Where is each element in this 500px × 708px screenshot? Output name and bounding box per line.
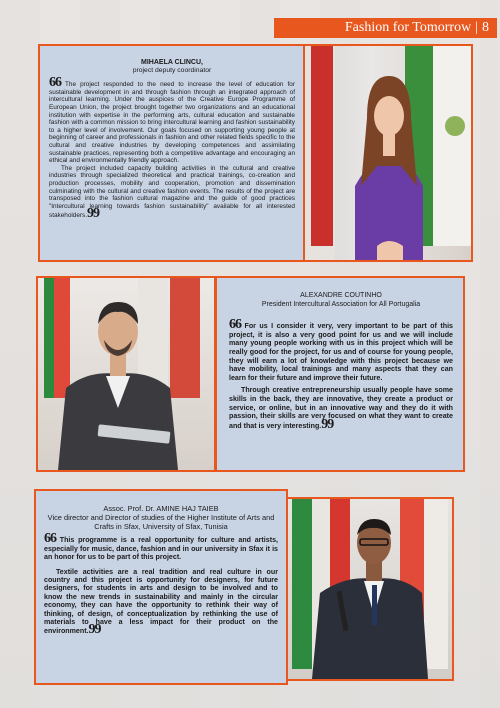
photo-taieb <box>286 497 454 681</box>
close-quote-icon: 99 <box>88 622 101 638</box>
speaker-name: MIHAELA CLINCU, <box>141 59 203 66</box>
page-number: 8 <box>482 20 489 35</box>
header-separator: | <box>475 20 478 35</box>
close-quote-icon: 99 <box>321 416 334 432</box>
page-header <box>274 18 497 38</box>
quote-paragraph: 66 This programme is a real opportunity for culture and artists, especially for music, dance, fashion and in our university in Sfax it is an honor for us to be part of this project. <box>44 531 278 562</box>
magazine-title: Fashion for Tomorrow <box>344 20 472 35</box>
speaker-role: Vice director and Director of studies of the Higher Institute of Arts and Crafts in Sfax, University of Sfax, Tunisia <box>47 513 275 532</box>
quote-paragraph: 66 The project responded to the need to increase the level of education for sustainable development in and through fashion through an integrated approach of intercultural learning. Under the auspices of the Creative Europe Programme of European Union, the project brought together two organizations and an educational institution with expertise in the performing arts, cultural education and sustainable fashion with a common mission to bring intercultural learning and fashion sustainability to a higher level of involvement. Our goals focused on supporting young people at beginning of career and professionals in fashion and other related fields specific to the cultural and creative industries by developing competences and assimilating sustainable practices, representing both a competitive advantage and encouraging an ethical and environmentally friendly approach. <box>49 75 295 165</box>
interview-box-taieb <box>34 489 288 685</box>
quote-paragraph: The project included capacity building activities in the cultural and creative industries through specialized theoretical and practical trainings, co-creation and production processes, mobility and cooperation, promotion and dissemination culminating with the cultural and creative fashion events. The results of the project are transposed into the fashion cultural magazine and the guide of good practices "Intercultural learning towards fashion sustainability" available for all interested stakeholders.99 <box>49 164 295 222</box>
photo-coutinho <box>36 276 216 472</box>
quote-paragraph: Through creative entrepreneurship usually people have some skills in the back, they are innovative, they create a product or service, or online, but in an innovative way and they do it with passion, their skills are very focused on what they want to create and that is very interesting.99 <box>229 386 453 432</box>
portrait-man-flags-image <box>38 278 214 470</box>
speaker-role: President Intercultural Association for All Portugalia <box>261 300 421 308</box>
open-quote-icon: 66 <box>49 75 61 91</box>
portrait-man-microphone-image <box>288 499 452 679</box>
quote-paragraph: 66 For us I consider it very, very important to be part of this project, it is also a very good point for us and we will include many young people working with us in this project which will be really good for the project, for us and of course for young people, they will earn a lot of knowledge with this project because we have mobility, local trainings and many aspects that they can learn for their future and improve their future. <box>229 317 453 382</box>
portrait-woman-flags-image <box>305 46 471 260</box>
open-quote-icon: 66 <box>229 317 241 333</box>
photo-clincu <box>303 44 473 262</box>
quote-paragraph: Textile activities are a real tradition and real culture in our country and this project is opportunity for designers, for future designers, for students in arts and design to be involved and to know the new trends in sustainability and mainly in the circular economy, they can have the opportunity to rethink their way of thinking, of design, of conceptualization by rethinking the use of materials to have a less impact for their product on the environment.99 <box>44 567 278 638</box>
close-quote-icon: 99 <box>87 206 100 222</box>
speaker-role: project deputy coordinator <box>132 66 212 74</box>
speaker-name: Assoc. Prof. Dr. AMINE HAJ TAIEB <box>103 504 219 513</box>
speaker-name: ALEXANDRE COUTINHO <box>300 292 382 299</box>
open-quote-icon: 66 <box>44 531 56 547</box>
interview-box-clincu <box>38 44 306 262</box>
interview-box-coutinho <box>215 276 465 472</box>
